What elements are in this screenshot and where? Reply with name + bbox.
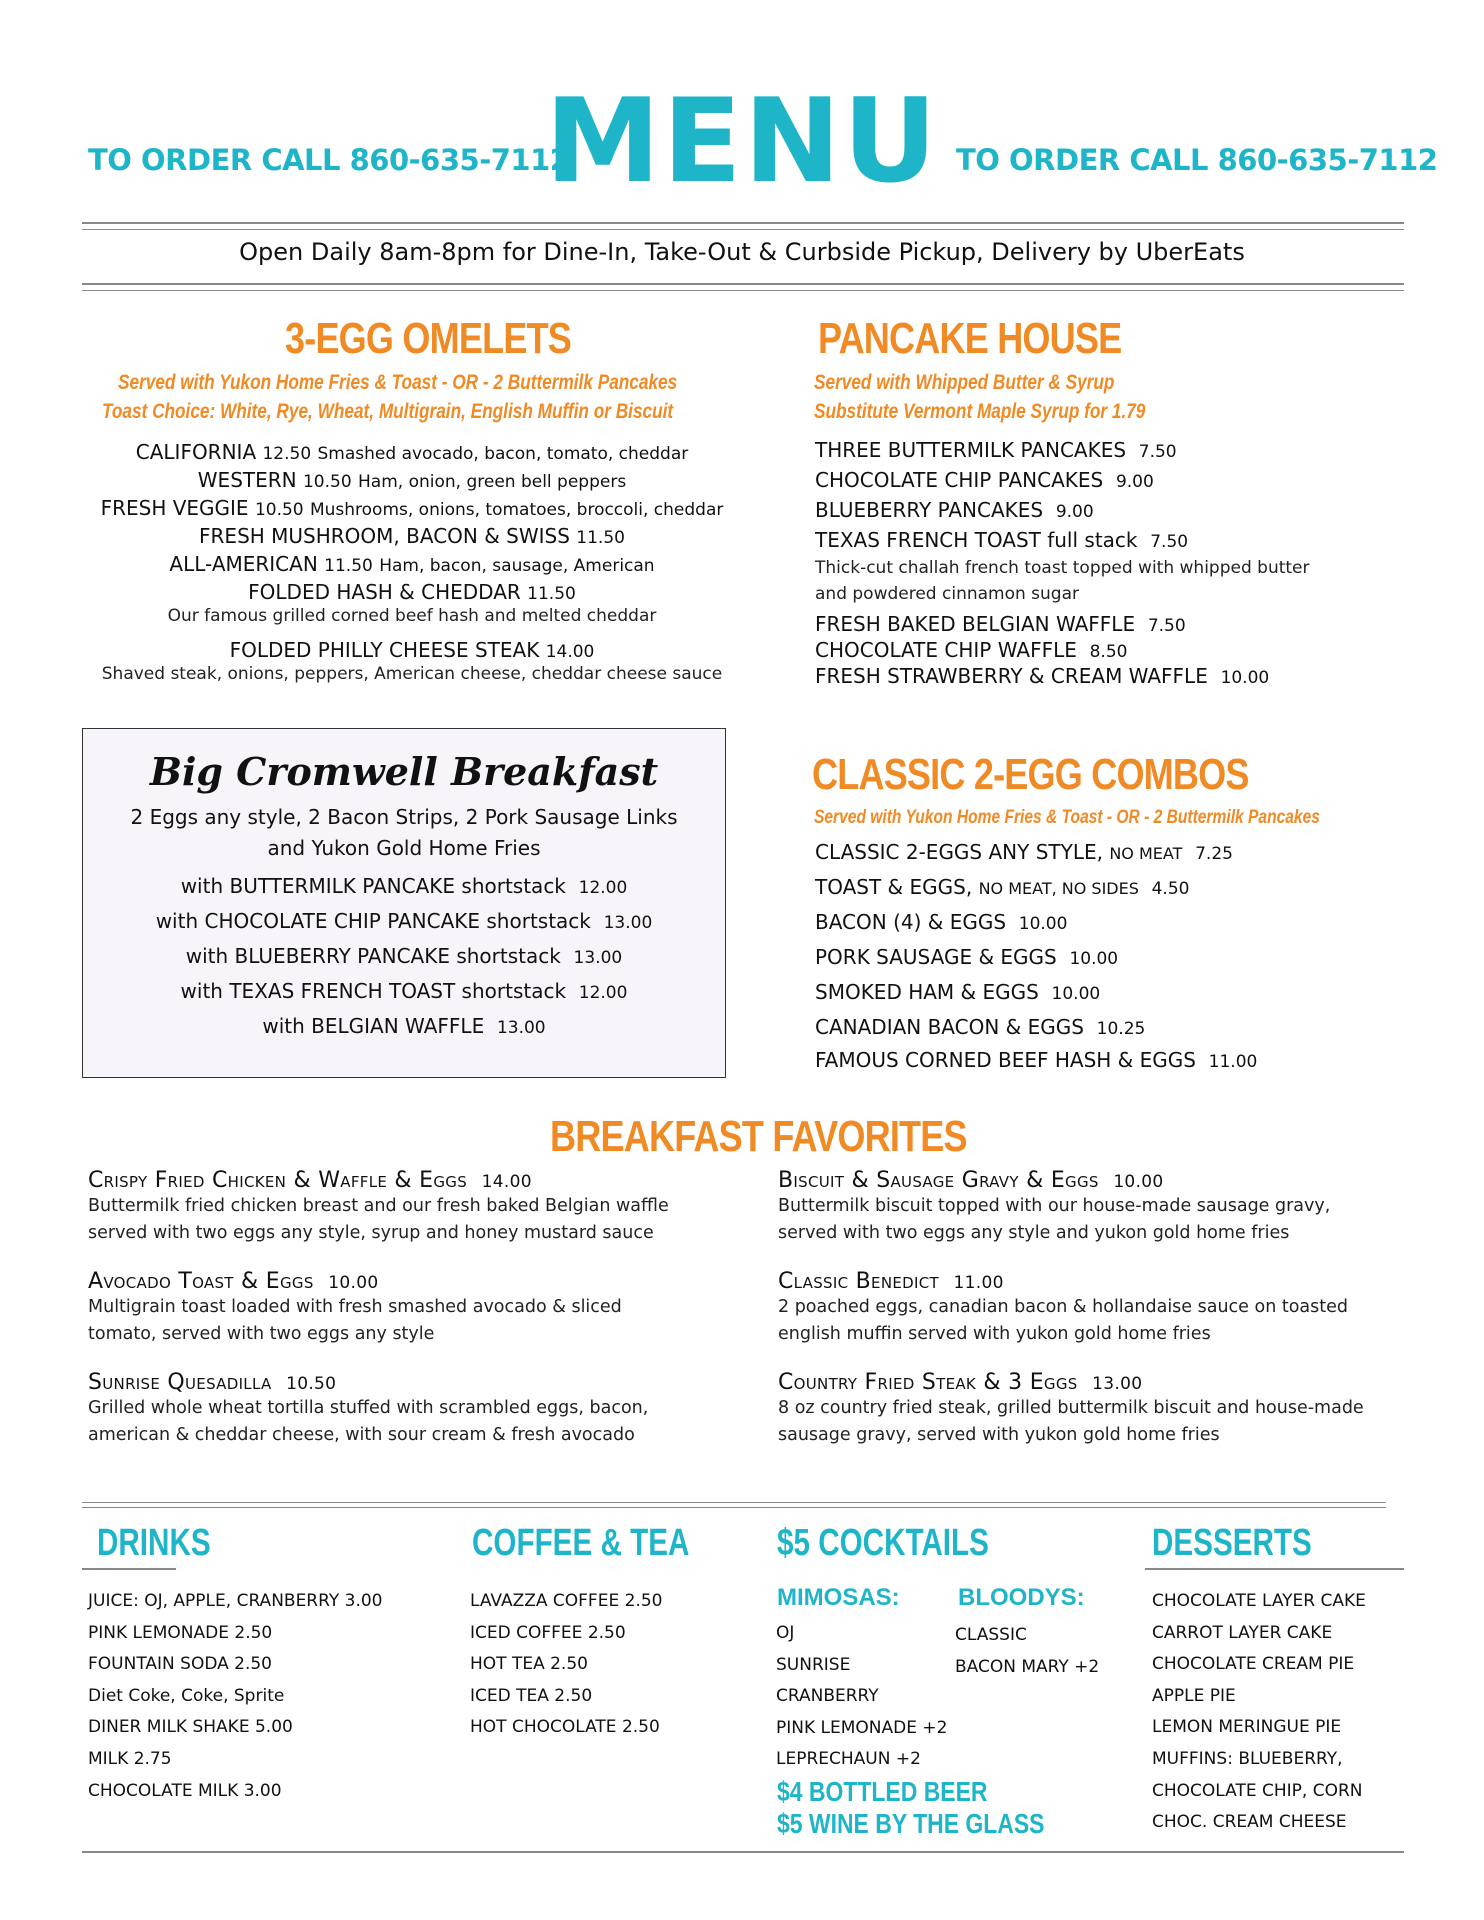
drink-item: FOUNTAIN SODA 2.50: [88, 1654, 272, 1675]
favorite-item: Sunrise Quesadilla 10.50 Grilled whole wheat tortilla stuffed with scrambled eggs, bacon, american & cheddar cheese, with sour cream & fresh avocado: [88, 1370, 649, 1445]
bloodys-list: [955, 1620, 1099, 1683]
pancake-title: PANCAKE HOUSE: [818, 314, 1122, 363]
mimosa-item: CRANBERRY: [776, 1686, 879, 1707]
big-breakfast-option: with CHOCOLATE CHIP PANCAKE shortstack 13.00: [155, 909, 653, 933]
drinks-underline: [82, 1568, 176, 1570]
french-toast-desc-2: and powdered cinnamon sugar: [815, 584, 1080, 604]
order-phone-left: TO ORDER CALL 860-635-7112: [88, 143, 570, 177]
drink-item: Diet Coke, Coke, Sprite: [88, 1685, 285, 1706]
page-title: MENU: [545, 74, 939, 209]
drinks-list: [88, 1586, 383, 1807]
coffee-item: HOT TEA 2.50: [470, 1654, 588, 1675]
bottled-beer: $4 BOTTLED BEER: [777, 1776, 988, 1807]
omelet-item: ALL-AMERICAN 11.50 Ham, bacon, sausage, American: [169, 552, 655, 576]
waffle-item: FRESH STRAWBERRY & CREAM WAFFLE 10.00: [815, 664, 1270, 688]
dessert-item: CARROT LAYER CAKE: [1152, 1622, 1333, 1643]
header-rule-bottom: [82, 283, 1404, 291]
pancake-list: [815, 436, 1415, 688]
header-rule-top: [82, 222, 1404, 230]
favorite-item: Country Fried Steak & 3 Eggs 13.00 8 oz country fried steak, grilled buttermilk biscuit and house-made sausage gravy, served with yukon gold home fries: [778, 1370, 1364, 1445]
omelets-subtitle-2: Toast Choice: White, Rye, Wheat, Multigrain, English Muffin or Biscuit: [102, 400, 674, 423]
dessert-item: CHOCOLATE CHIP, CORN: [1152, 1780, 1363, 1801]
drink-item: MILK 2.75: [88, 1748, 172, 1769]
big-breakfast-option: with BELGIAN WAFFLE 13.00: [262, 1014, 546, 1038]
order-phone-right: TO ORDER CALL 860-635-7112: [956, 143, 1438, 177]
coffee-list: [470, 1586, 662, 1744]
drinks-title: DRINKS: [97, 1522, 211, 1564]
bloody-item: BACON MARY +2: [955, 1656, 1100, 1677]
bloody-item: CLASSIC: [955, 1625, 1027, 1645]
mimosa-item: LEPRECHAUN +2: [776, 1749, 921, 1770]
combo-item: CLASSIC 2-EGGS ANY STYLE, NO MEAT 7.25: [815, 840, 1233, 864]
waffle-item: CHOCOLATE CHIP WAFFLE 8.50: [815, 638, 1128, 662]
bottom-rule-top: [82, 1502, 1386, 1508]
mimosas-list: [776, 1618, 947, 1776]
coffee-item: ICED TEA 2.50: [470, 1685, 593, 1706]
pancake-item: BLUEBERRY PANCAKES 9.00: [815, 498, 1094, 522]
desserts-title: DESSERTS: [1152, 1522, 1312, 1564]
favorites-title: BREAKFAST FAVORITES: [550, 1112, 967, 1161]
wine-by-glass: $5 WINE BY THE GLASS: [777, 1808, 1045, 1839]
big-cromwell-breakfast-box: [82, 728, 726, 1078]
coffee-item: HOT CHOCOLATE 2.50: [470, 1717, 660, 1738]
cocktails-title: $5 COCKTAILS: [777, 1522, 989, 1564]
favorites-right-column: [778, 1168, 1364, 1471]
combo-item: CANADIAN BACON & EGGS 10.25: [815, 1015, 1146, 1039]
coffee-title: COFFEE & TEA: [472, 1522, 690, 1564]
big-breakfast-title: Big Cromwell Breakfast: [149, 749, 659, 794]
bottom-rule: [82, 1851, 1404, 1853]
combo-item: BACON (4) & EGGS 10.00: [815, 910, 1068, 934]
french-toast-desc-1: Thick-cut challah french toast topped with whipped butter: [815, 558, 1310, 578]
mimosas-heading: MIMOSAS:: [777, 1584, 900, 1611]
pancake-item: TEXAS FRENCH TOAST full stack 7.50: [815, 528, 1189, 552]
favorite-item: Biscuit & Sausage Gravy & Eggs 10.00 Buttermilk biscuit topped with our house-made sausage gravy, served with two eggs any style and yukon gold home fries: [778, 1168, 1331, 1243]
mimosa-item: PINK LEMONADE +2: [776, 1717, 948, 1738]
desserts-underline: [1145, 1568, 1404, 1570]
combo-item: TOAST & EGGS, NO MEAT, NO SIDES 4.50: [815, 875, 1190, 899]
pancake-item: THREE BUTTERMILK PANCAKES 7.50: [815, 438, 1177, 462]
combo-item: FAMOUS CORNED BEEF HASH & EGGS 11.00: [815, 1048, 1258, 1072]
dessert-item: CHOCOLATE CREAM PIE: [1152, 1654, 1355, 1675]
combos-title: CLASSIC 2-EGG COMBOS: [812, 750, 1249, 799]
big-breakfast-option: with TEXAS FRENCH TOAST shortstack 12.00: [180, 979, 628, 1003]
combo-item: PORK SAUSAGE & EGGS 10.00: [815, 945, 1119, 969]
mimosa-item: SUNRISE: [776, 1654, 851, 1675]
dessert-item: MUFFINS: BLUEBERRY,: [1152, 1748, 1343, 1769]
favorite-item: Avocado Toast & Eggs 10.00 Multigrain toast loaded with fresh smashed avocado & sliced tomato, served with two eggs any style: [88, 1269, 622, 1344]
combos-subtitle: Served with Yukon Home Fries & Toast - OR - 2 Buttermilk Pancakes: [814, 807, 1320, 828]
dessert-item: CHOC. CREAM CHEESE: [1152, 1812, 1347, 1833]
favorite-item: Classic Benedict 11.00 2 poached eggs, canadian bacon & hollandaise sauce on toasted english muffin served with yukon gold home fries: [778, 1269, 1349, 1344]
combos-list: [815, 838, 1415, 1081]
combo-item: SMOKED HAM & EGGS 10.00: [815, 980, 1101, 1004]
drink-item: CHOCOLATE MILK 3.00: [88, 1780, 282, 1801]
waffle-item: FRESH BAKED BELGIAN WAFFLE 7.50: [815, 612, 1186, 636]
drink-item: PINK LEMONADE 2.50: [88, 1622, 273, 1643]
pancake-subtitle-1: Served with Whipped Butter & Syrup: [814, 371, 1115, 394]
coffee-item: ICED COFFEE 2.50: [470, 1622, 626, 1643]
pancake-subtitle-2: Substitute Vermont Maple Syrup for 1.79: [814, 400, 1146, 423]
omelet-item-desc: Our famous grilled corned beef hash and melted cheddar: [167, 606, 657, 626]
dessert-item: LEMON MERINGUE PIE: [1152, 1717, 1342, 1738]
drink-item: JUICE: OJ, APPLE, CRANBERRY 3.00: [88, 1591, 383, 1611]
omelets-list: [82, 438, 742, 686]
omelet-item-desc: Shaved steak, onions, peppers, American cheese, cheddar cheese sauce: [101, 664, 723, 684]
big-breakfast-desc-2: and Yukon Gold Home Fries: [267, 836, 541, 860]
omelet-item: FRESH VEGGIE 10.50 Mushrooms, onions, tomatoes, broccoli, cheddar: [100, 496, 724, 520]
omelet-item: FOLDED PHILLY CHEESE STEAK 14.00: [229, 638, 595, 662]
omelet-item: FOLDED HASH & CHEDDAR 11.50: [248, 580, 576, 604]
favorite-item: Crispy Fried Chicken & Waffle & Eggs 14.00 Buttermilk fried chicken breast and our fresh baked Belgian waffle served with two eggs any style, syrup and honey mustard sauce: [88, 1168, 669, 1243]
big-breakfast-option: with BLUEBERRY PANCAKE shortstack 13.00: [185, 944, 623, 968]
omelet-item: WESTERN 10.50 Ham, onion, green bell peppers: [197, 468, 627, 492]
coffee-item: LAVAZZA COFFEE 2.50: [470, 1591, 663, 1611]
omelet-item: FRESH MUSHROOM, BACON & SWISS 11.50: [199, 524, 625, 548]
mimosa-item: OJ: [776, 1623, 795, 1643]
desserts-list: [1152, 1586, 1366, 1839]
omelet-item: CALIFORNIA 12.50 Smashed avocado, bacon, tomato, cheddar: [135, 440, 689, 464]
omelets-subtitle-1: Served with Yukon Home Fries & Toast - OR - 2 Buttermilk Pancakes: [118, 371, 678, 394]
big-breakfast-desc-1: 2 Eggs any style, 2 Bacon Strips, 2 Pork Sausage Links: [130, 805, 678, 829]
big-breakfast-option: with BUTTERMILK PANCAKE shortstack 12.00: [180, 874, 628, 898]
hours-line: Open Daily 8am-8pm for Dine-In, Take-Out & Curbside Pickup, Delivery by UberEats: [239, 238, 1245, 266]
omelets-title: 3-EGG OMELETS: [285, 314, 572, 363]
dessert-item: CHOCOLATE LAYER CAKE: [1152, 1591, 1366, 1611]
drink-item: DINER MILK SHAKE 5.00: [88, 1717, 293, 1738]
bloodys-heading: BLOODYS:: [958, 1584, 1085, 1611]
favorites-left-column: [88, 1168, 669, 1471]
pancake-item: CHOCOLATE CHIP PANCAKES 9.00: [815, 468, 1154, 492]
dessert-item: APPLE PIE: [1152, 1685, 1236, 1706]
